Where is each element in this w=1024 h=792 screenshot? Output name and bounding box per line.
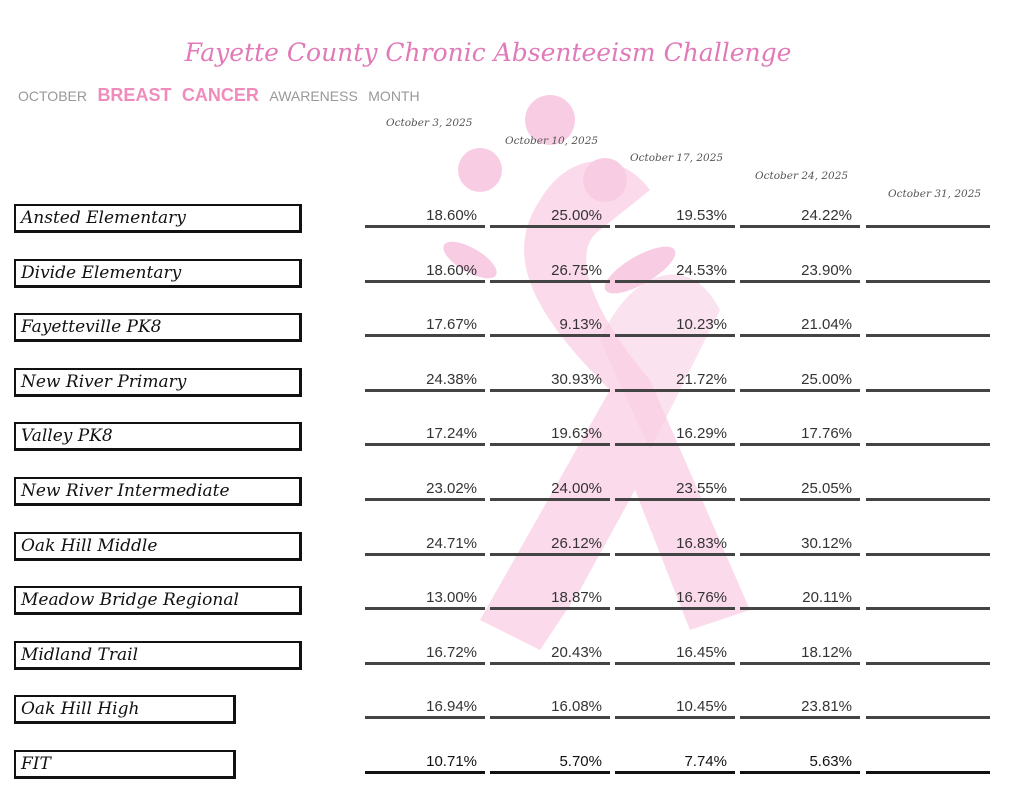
rate-cell — [866, 697, 990, 719]
rate-cell — [866, 315, 990, 337]
rate-cell: 10.71% — [365, 752, 485, 774]
date-header: October 10, 2025 — [505, 135, 599, 147]
rate-cell: 5.63% — [740, 752, 860, 774]
school-name: Valley PK8 — [14, 422, 302, 451]
rate-cell: 23.02% — [365, 479, 485, 501]
school-name: Meadow Bridge Regional — [14, 586, 302, 615]
school-name: New River Primary — [14, 368, 302, 397]
date-header: October 31, 2025 — [888, 188, 982, 200]
rate-cell: 20.11% — [740, 588, 860, 610]
rate-cell — [866, 206, 990, 228]
rate-cell: 16.29% — [615, 424, 735, 446]
rate-cell: 19.63% — [490, 424, 610, 446]
rate-cell: 17.24% — [365, 424, 485, 446]
rate-cell: 10.23% — [615, 315, 735, 337]
rate-cell — [866, 643, 990, 665]
awareness-month-caption — [18, 84, 426, 108]
watermark-line: MONTH — [368, 88, 420, 104]
school-name: Fayetteville PK8 — [14, 313, 302, 342]
rate-cell: 25.00% — [740, 370, 860, 392]
rate-cell: 21.72% — [615, 370, 735, 392]
flower-icon — [458, 148, 502, 192]
rate-cell: 18.60% — [365, 206, 485, 228]
rate-cell: 17.67% — [365, 315, 485, 337]
rate-cell: 23.81% — [740, 697, 860, 719]
watermark-line: AWARENESS — [269, 88, 358, 104]
rate-cell: 16.94% — [365, 697, 485, 719]
rate-cell: 24.53% — [615, 261, 735, 283]
date-header: October 17, 2025 — [630, 152, 724, 164]
school-name: Oak Hill High — [14, 695, 236, 724]
rate-cell: 17.76% — [740, 424, 860, 446]
page-title: Fayette County Chronic Absenteeism Challenge — [184, 38, 792, 67]
rate-cell: 19.53% — [615, 206, 735, 228]
school-name: Midland Trail — [14, 641, 302, 670]
rate-cell: 25.05% — [740, 479, 860, 501]
rate-cell: 23.55% — [615, 479, 735, 501]
rate-cell: 30.93% — [490, 370, 610, 392]
ribbon-icon — [480, 161, 750, 650]
rate-cell: 5.70% — [490, 752, 610, 774]
rate-cell: 18.60% — [365, 261, 485, 283]
rate-cell: 10.45% — [615, 697, 735, 719]
rate-cell — [866, 479, 990, 501]
rate-cell: 16.45% — [615, 643, 735, 665]
rate-cell: 16.08% — [490, 697, 610, 719]
rate-cell — [866, 534, 990, 556]
rate-cell: 24.71% — [365, 534, 485, 556]
rate-cell — [866, 588, 990, 610]
rate-cell: 21.04% — [740, 315, 860, 337]
rate-cell: 25.00% — [490, 206, 610, 228]
rate-cell: 7.74% — [615, 752, 735, 774]
watermark-line: OCTOBER — [18, 88, 87, 104]
rate-cell: 24.00% — [490, 479, 610, 501]
rate-cell: 16.76% — [615, 588, 735, 610]
rate-cell: 23.90% — [740, 261, 860, 283]
watermark-line: BREAST — [97, 85, 172, 105]
rate-cell: 16.72% — [365, 643, 485, 665]
rate-cell: 24.22% — [740, 206, 860, 228]
rate-cell: 30.12% — [740, 534, 860, 556]
rate-cell: 9.13% — [490, 315, 610, 337]
rate-cell: 13.00% — [365, 588, 485, 610]
school-name: Ansted Elementary — [14, 204, 302, 233]
school-name: Oak Hill Middle — [14, 532, 302, 561]
school-name: Divide Elementary — [14, 259, 302, 288]
rate-cell: 16.83% — [615, 534, 735, 556]
rate-cell: 20.43% — [490, 643, 610, 665]
watermark-line: CANCER — [181, 85, 259, 105]
date-header: October 3, 2025 — [386, 117, 473, 129]
school-name: FIT — [14, 750, 236, 779]
flower-icon — [583, 158, 627, 202]
rate-cell: 18.12% — [740, 643, 860, 665]
rate-cell — [866, 424, 990, 446]
rate-cell: 26.12% — [490, 534, 610, 556]
rate-cell: 24.38% — [365, 370, 485, 392]
date-header: October 24, 2025 — [755, 170, 849, 182]
rate-cell — [866, 370, 990, 392]
rate-cell — [866, 261, 990, 283]
rate-cell: 18.87% — [490, 588, 610, 610]
rate-cell — [866, 752, 990, 774]
school-name: New River Intermediate — [14, 477, 302, 506]
rate-cell: 26.75% — [490, 261, 610, 283]
